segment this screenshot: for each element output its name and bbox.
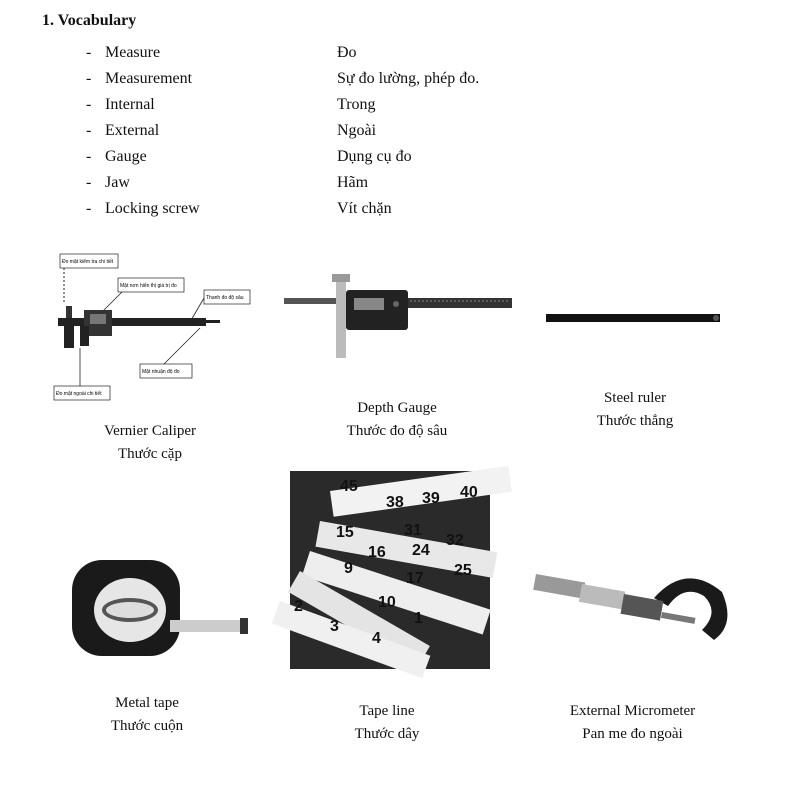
vocab-row (86, 120, 606, 146)
tape-number: 24 (412, 542, 430, 559)
vocab-english: External (105, 122, 160, 139)
list-dash: - (86, 122, 92, 139)
caption-vietnamese: Thước cuộn (110, 718, 184, 734)
list-dash: - (86, 96, 92, 113)
tape-number: 10 (378, 594, 396, 611)
micrometer-image (536, 568, 732, 650)
callout-label: Thanh đo độ sâu (206, 295, 244, 301)
vocab-english: Locking screw (105, 200, 200, 217)
caption-english: Metal tape (115, 695, 179, 711)
vocab-english: Gauge (105, 148, 147, 165)
caption-english: Depth Gauge (357, 400, 437, 416)
tape-number: 16 (368, 544, 386, 561)
tape-number: 2 (294, 598, 303, 615)
callout-label: Đo mặt ngoài chi tiết (56, 391, 102, 397)
vocab-row (86, 198, 606, 224)
vocab-english: Jaw (105, 174, 130, 191)
tape-number: 4 (372, 630, 381, 647)
tape-number: 17 (406, 570, 424, 587)
vocab-english: Measurement (105, 70, 193, 87)
caption-english: Steel ruler (603, 390, 667, 406)
callout-label: Đo mặt kiểm tra chi tiết (62, 259, 114, 265)
tape-number: 25 (454, 562, 472, 579)
caption-vietnamese: Thước dây (354, 726, 420, 742)
tape-line-caption (312, 700, 462, 746)
tape-number: 45 (340, 478, 358, 495)
list-dash: - (86, 200, 92, 217)
vocab-row (86, 42, 606, 68)
vocab-row (86, 172, 606, 198)
vocabulary-list (86, 42, 606, 224)
caption-english: Tape line (359, 703, 415, 719)
caption-vietnamese: Pan me đo ngoài (582, 726, 683, 742)
metal-tape-caption (72, 692, 222, 738)
list-dash: - (86, 44, 92, 61)
caption-english: External Micrometer (569, 703, 696, 719)
tape-number: 3 (330, 618, 339, 635)
callout-label: Mặt nhuận độ đo (142, 369, 180, 375)
vocab-row (86, 146, 606, 172)
tape-number: 31 (404, 522, 422, 539)
caption-english: Vernier Caliper (103, 423, 197, 439)
caption-vietnamese: Thước thẳng (596, 413, 674, 429)
tape-number: 40 (460, 484, 478, 501)
vernier-caliper-image (52, 252, 242, 402)
vocab-english: Internal (105, 96, 155, 113)
vocab-english: Measure (105, 44, 161, 61)
callout-label: Mặt nơn hiển thị giá trị đo (120, 283, 177, 289)
section-title: 1. Vocabulary (42, 12, 137, 29)
caption-vietnamese: Thước cặp (118, 446, 182, 462)
micrometer-caption (545, 700, 720, 746)
caption-vietnamese: Thước đo độ sâu (346, 423, 448, 439)
list-dash: - (86, 174, 92, 191)
vocab-vietnamese: Hãm (337, 174, 369, 191)
tape-number: 15 (336, 524, 354, 541)
vocab-row (86, 94, 606, 120)
tape-number: 39 (422, 490, 440, 507)
list-dash: - (86, 70, 92, 87)
tape-number: 9 (344, 560, 353, 577)
steel-ruler-image (546, 312, 726, 326)
vocab-vietnamese: Trong (337, 96, 376, 113)
tape-line-image (290, 471, 490, 669)
depth-gauge-image (284, 272, 514, 362)
vocab-vietnamese: Đo (337, 44, 357, 61)
tape-number: 38 (386, 494, 404, 511)
tape-number: 32 (446, 532, 464, 549)
vernier-caption (70, 420, 230, 466)
vocab-vietnamese: Vít chặn (337, 200, 392, 217)
depth-gauge-caption (312, 397, 482, 443)
list-dash: - (86, 148, 92, 165)
vocab-vietnamese: Ngoài (337, 122, 377, 139)
tape-number: 1 (414, 610, 423, 627)
metal-tape-image (70, 556, 252, 662)
vocab-vietnamese: Dụng cụ đo (337, 148, 412, 165)
vocab-vietnamese: Sự đo lường, phép đo. (337, 70, 480, 87)
steel-ruler-caption (560, 387, 710, 433)
vocab-row (86, 68, 606, 94)
